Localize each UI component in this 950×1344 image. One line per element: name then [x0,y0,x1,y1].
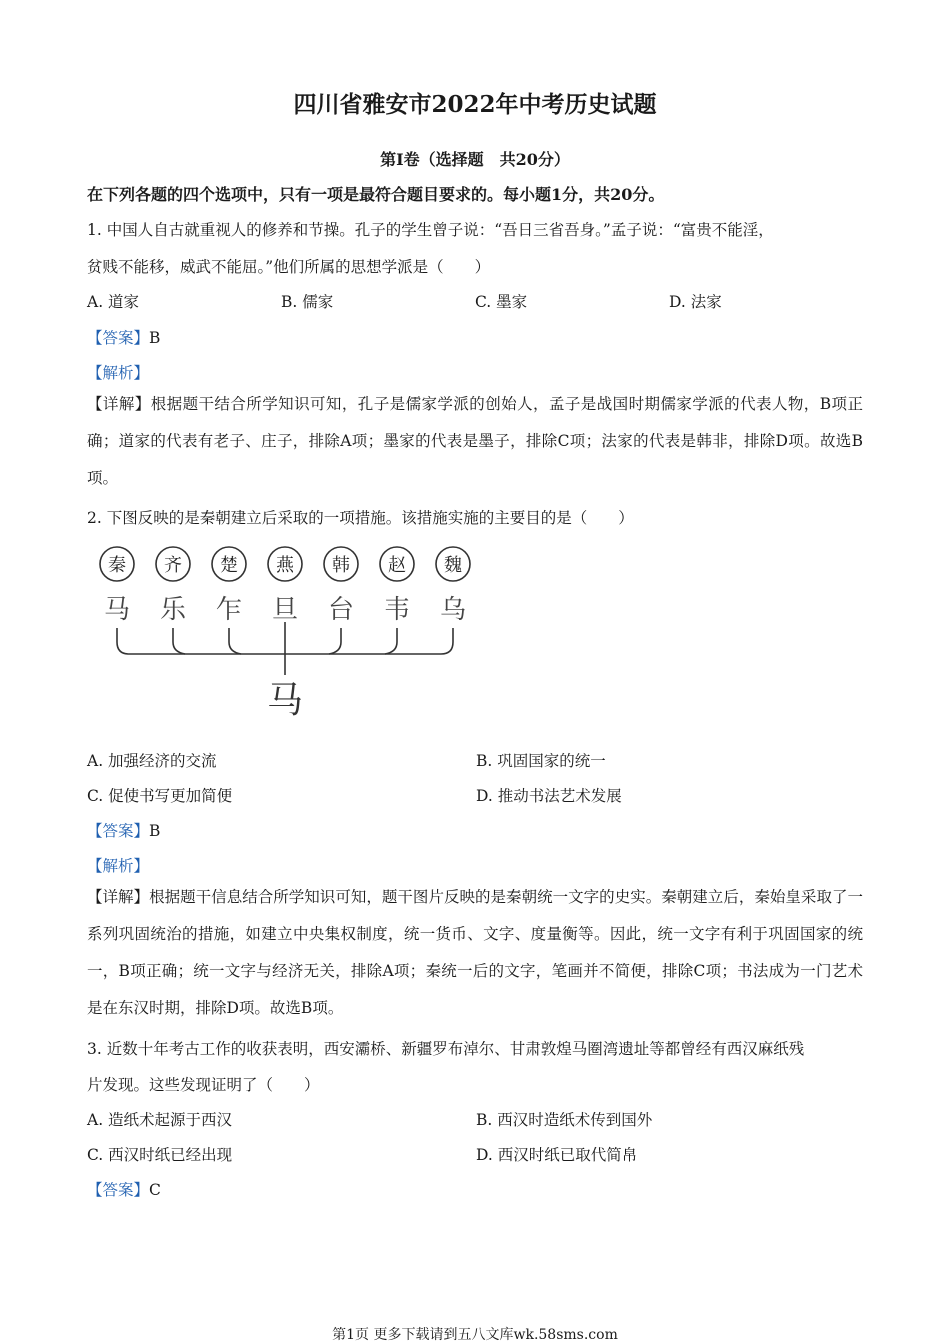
q3-stem-line1: 3. 近数十年考古工作的收获表明，西安灞桥、新疆罗布淖尔、甘肃敦煌马圈湾遗址等都曾经有西汉麻纸残 [87,1040,805,1058]
answer-value: C [149,1181,161,1199]
q2-option-b: B. 巩固国家的统一 [476,752,606,770]
q2-option-d: D. 推动书法艺术发展 [476,787,622,805]
q1-detail [87,386,863,497]
answer-tag: 【答案】 [87,822,150,840]
answer-value: B [149,329,161,347]
answer-tag: 【答案】 [87,1181,150,1199]
q3-option-d: D. 西汉时纸已取代简帛 [476,1146,638,1164]
answer-tag: 【答案】 [87,329,150,347]
instruction-text: 在下列各题的四个选项中，只有一项是最符合题目要求的。每小题1分，共20分。 [87,185,665,204]
regional-glyph: 乍 [215,595,243,625]
answer-value: B [149,822,161,840]
regional-glyph: 旦 [271,595,299,625]
q3-answer [87,1178,161,1200]
regional-glyph: 台 [327,595,355,625]
q1-stem-line2: 贫贱不能移，威武不能屈。”他们所属的思想学派是（ ） [87,258,491,276]
state-name: 楚 [220,555,238,576]
q3-stem-line2: 片发现。这些发现证明了（ ） [87,1076,320,1094]
detail-text: 根据题干结合所学知识可知，孔子是儒家学派的创始人，孟子是战国时期儒家学派的代表人物，B项正确；道家的代表有老子、庄子，排除A项；墨家的代表是墨子，排除C项；法家的代表是韩非，排除D项。故选B项。 [87,395,863,487]
q2-option-a: A. 加强经济的交流 [87,752,217,770]
regional-glyph: 韦 [383,595,411,625]
unified-script-figure [95,540,485,730]
q2-detail [87,879,863,1027]
regional-glyph: 乌 [439,595,467,625]
q3-option-b: B. 西汉时造纸术传到国外 [476,1111,653,1129]
detail-tag: 【详解】 [87,888,150,906]
q1-analysis-tag: 【解析】 [87,364,150,382]
q1-option-a: A. 道家 [87,293,140,311]
section-heading: 第Ⅰ卷（选择题 共20分） [380,150,570,169]
regional-glyph: 马 [103,595,131,625]
q3-option-c: C. 西汉时纸已经出现 [87,1146,233,1164]
detail-text: 根据题干信息结合所学知识可知，题干图片反映的是秦朝统一文字的史实。秦朝建立后，秦始皇采取了一系列巩固统治的措施，如建立中央集权制度，统一货币、文字、度量衡等。因此，统一文字有利于巩固国家的统一，B项正确；统一文字与经济无关，排除A项；秦统一后的文字，笔画并不简便，排除C项；书法成为一门艺术是在东汉时期，排除D项。故选B项。 [87,888,863,1017]
state-name: 赵 [388,555,406,576]
state-name: 燕 [276,555,294,576]
state-name: 魏 [444,555,462,576]
q1-option-c: C. 墨家 [475,293,528,311]
state-circles [100,547,470,625]
q1-answer [87,326,160,348]
page-title: 四川省雅安市2022年中考历史试题 [293,91,657,118]
q1-option-b: B. 儒家 [281,293,334,311]
unified-glyph: 马 [266,680,304,721]
state-name: 秦 [108,555,126,576]
state-name: 齐 [164,555,182,576]
q2-analysis-tag: 【解析】 [87,857,150,875]
detail-tag: 【详解】 [87,395,151,413]
q2-stem-line1: 2. 下图反映的是秦朝建立后采取的一项措施。该措施实施的主要目的是（ ） [87,509,634,527]
bracket-lines [117,622,453,675]
q2-answer [87,819,160,841]
q2-option-c: C. 促使书写更加简便 [87,787,233,805]
q1-option-d: D. 法家 [669,293,722,311]
page-footer: 第1页 更多下载请到五八文库wk.58sms.com [332,1327,618,1343]
state-name: 韩 [332,555,350,576]
q3-option-a: A. 造纸术起源于西汉 [87,1111,233,1129]
regional-glyph: 乐 [159,595,187,625]
q1-stem-line1: 1. 中国人自古就重视人的修养和节操。孔子的学生曾子说：“吾日三省吾身。”孟子说：“富贵不能淫， [87,221,774,239]
